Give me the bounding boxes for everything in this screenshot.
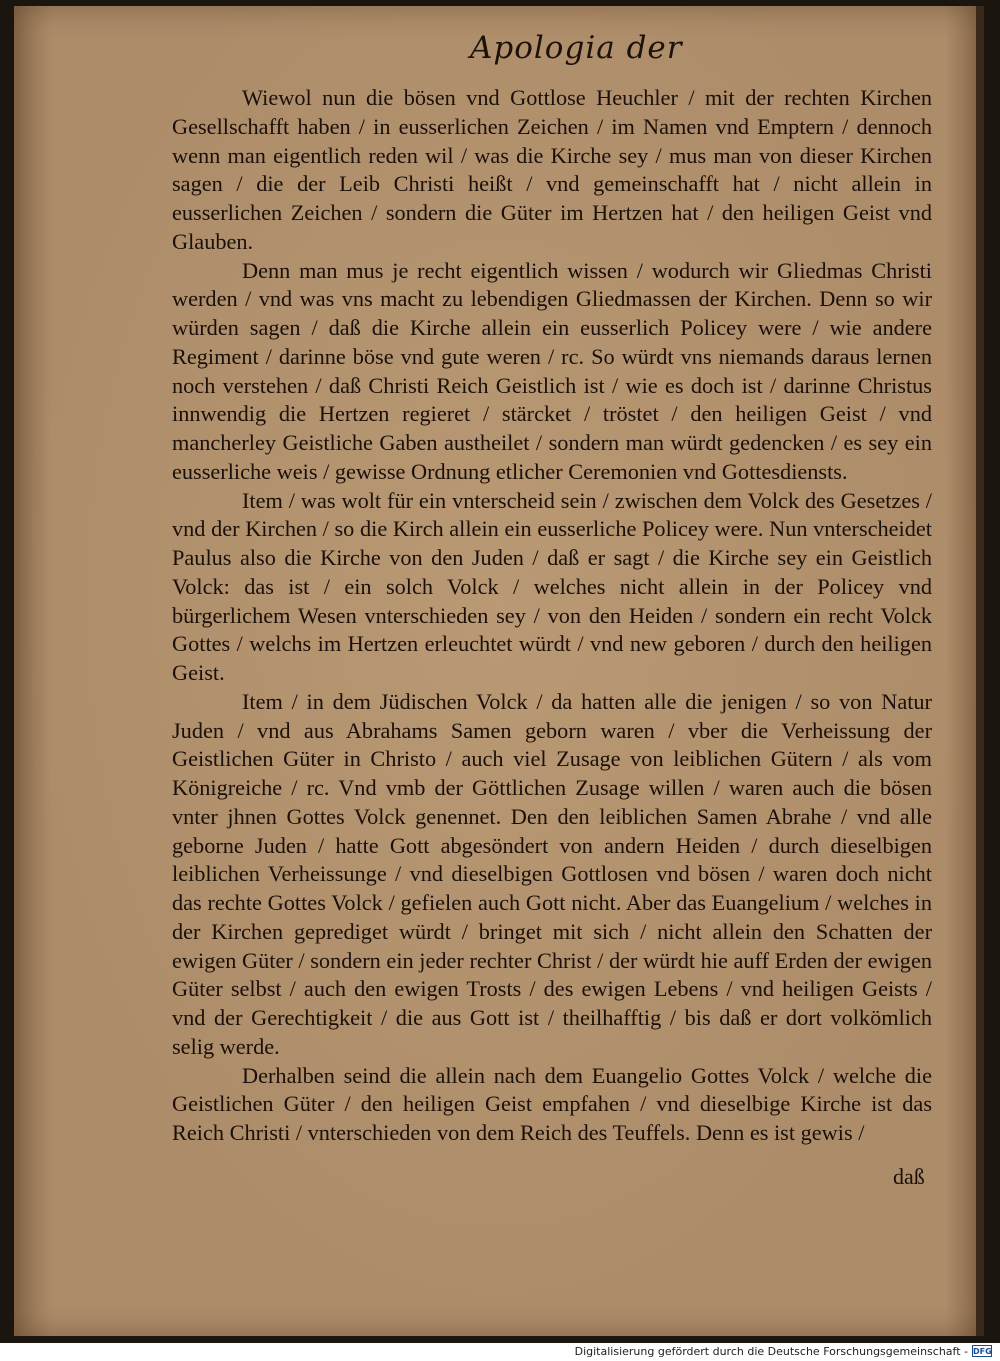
running-header: Apologia der: [470, 30, 683, 66]
page-binding-edge: [976, 6, 984, 1336]
paragraph: Item / was wolt für ein vnterscheid sein / zwischen dem Volck des Gesetzes / vnd der Kirchen / so die Kirch allein ein eusserliche Policey were. Nun vnterscheidet Paulus also die Kirche von den Juden / daß er sagt / die Kirche sey ein Geistlich Volck: das ist / ein solch Volck / welches nicht allein in der Policey vnd bürgerlichem Wesen vnterschieden sey / von den Heiden / sondern ein recht Volck Gottes / welchs im Hertzen erleuchtet würdt / vnd new geboren / durch den heiligen Geist.: [172, 487, 932, 685]
catchword: daß: [893, 1164, 925, 1189]
paragraph: Derhalben seind die allein nach dem Euangelio Gottes Volck / welche die Geistlichen Güter / den heiligen Geist empfahen / vnd dieselbige Kirche ist das Reich Christi / vnterschieden von dem Reich des Teuffels. Denn es ist gewis /: [172, 1062, 932, 1145]
dfg-logo-icon[interactable]: DFG: [973, 1347, 992, 1356]
funding-notice: Digitalisierung gefördert durch die Deutsche Forschungsgemeinschaft -: [574, 1345, 968, 1358]
paragraph: Item / in dem Jüdischen Volck / da hatten alle die jenigen / so von Natur Juden / vnd aus Abrahams Samen geborn waren / vber die Verheissung der Geistlichen Güter in Christo / auch viel Zusage von leiblichen Gütern / als vom Königreiche / rc. Vnd vmb der Göttlichen Zusage willen / waren auch die bösen vnter jhnen Gottes Volck genennet. Den den leiblichen Samen Abrahe / vnd alle geborne Juden / hatte Gott abgesöndert von andern Heiden / durch dieselbigen leiblichen Verheissunge / vnd dieselbigen Gottlosen vnd bösen / waren doch nicht das rechte Gottes Volck / gefielen auch Gott nicht. Aber das Euangelium / welches in der Kirchen geprediget würdt / bringet mit sich / nicht allein den Schatten der ewigen Güter / sondern ein jeder rechter Christ / der würdt hie auff Erden der ewigen Güter selbst / auch den ewigen Trosts / des ewigen Lebens / vnd heiligen Geists / vnd der Gerechtigkeit / die aus Gott ist / theilhafftig / bis daß er dort volkömlich selig werde.: [172, 688, 932, 1059]
paragraph: Wiewol nun die bösen vnd Gottlose Heuchler / mit der rechten Kirchen Gesellschafft haben / in eusserlichen Zeichen / im Namen vnd Emptern / dennoch wenn man eigentlich reden wil / was die Kirche sey / mus man von dieser Kirchen sagen / die der Leib Christi heißt / vnd gemeinschafft hat / nicht allein in eusserlichen Zeichen / sondern die Güter im Hertzen hat / den heiligen Geist vnd Glauben.: [172, 85, 932, 254]
page-body-text: [172, 84, 932, 1148]
paragraph: Denn man mus je recht eigentlich wissen / wodurch wir Gliedmas Christi werden / vnd was vns macht zu lebendigen Gliedmassen der Kirchen. Denn so wir würden sagen / daß die Kirche allein ein eusserlich Policey were / wie andere Regiment / darinne böse vnd gute weren / rc. So würdt vns niemands daraus lernen noch verstehen / daß Christi Reich Geistlich ist / wie es doch ist / darinne Christus innwendig die Hertzen regieret / stärcket / tröstet / den heiligen Geist / vnd mancherley Geistliche Gaben austheilet / sondern man würdt gedencken / es sey ein eusserliche weis / gewisse Ordnung etlicher Ceremonien vnd Gottesdiensts.: [172, 257, 932, 484]
